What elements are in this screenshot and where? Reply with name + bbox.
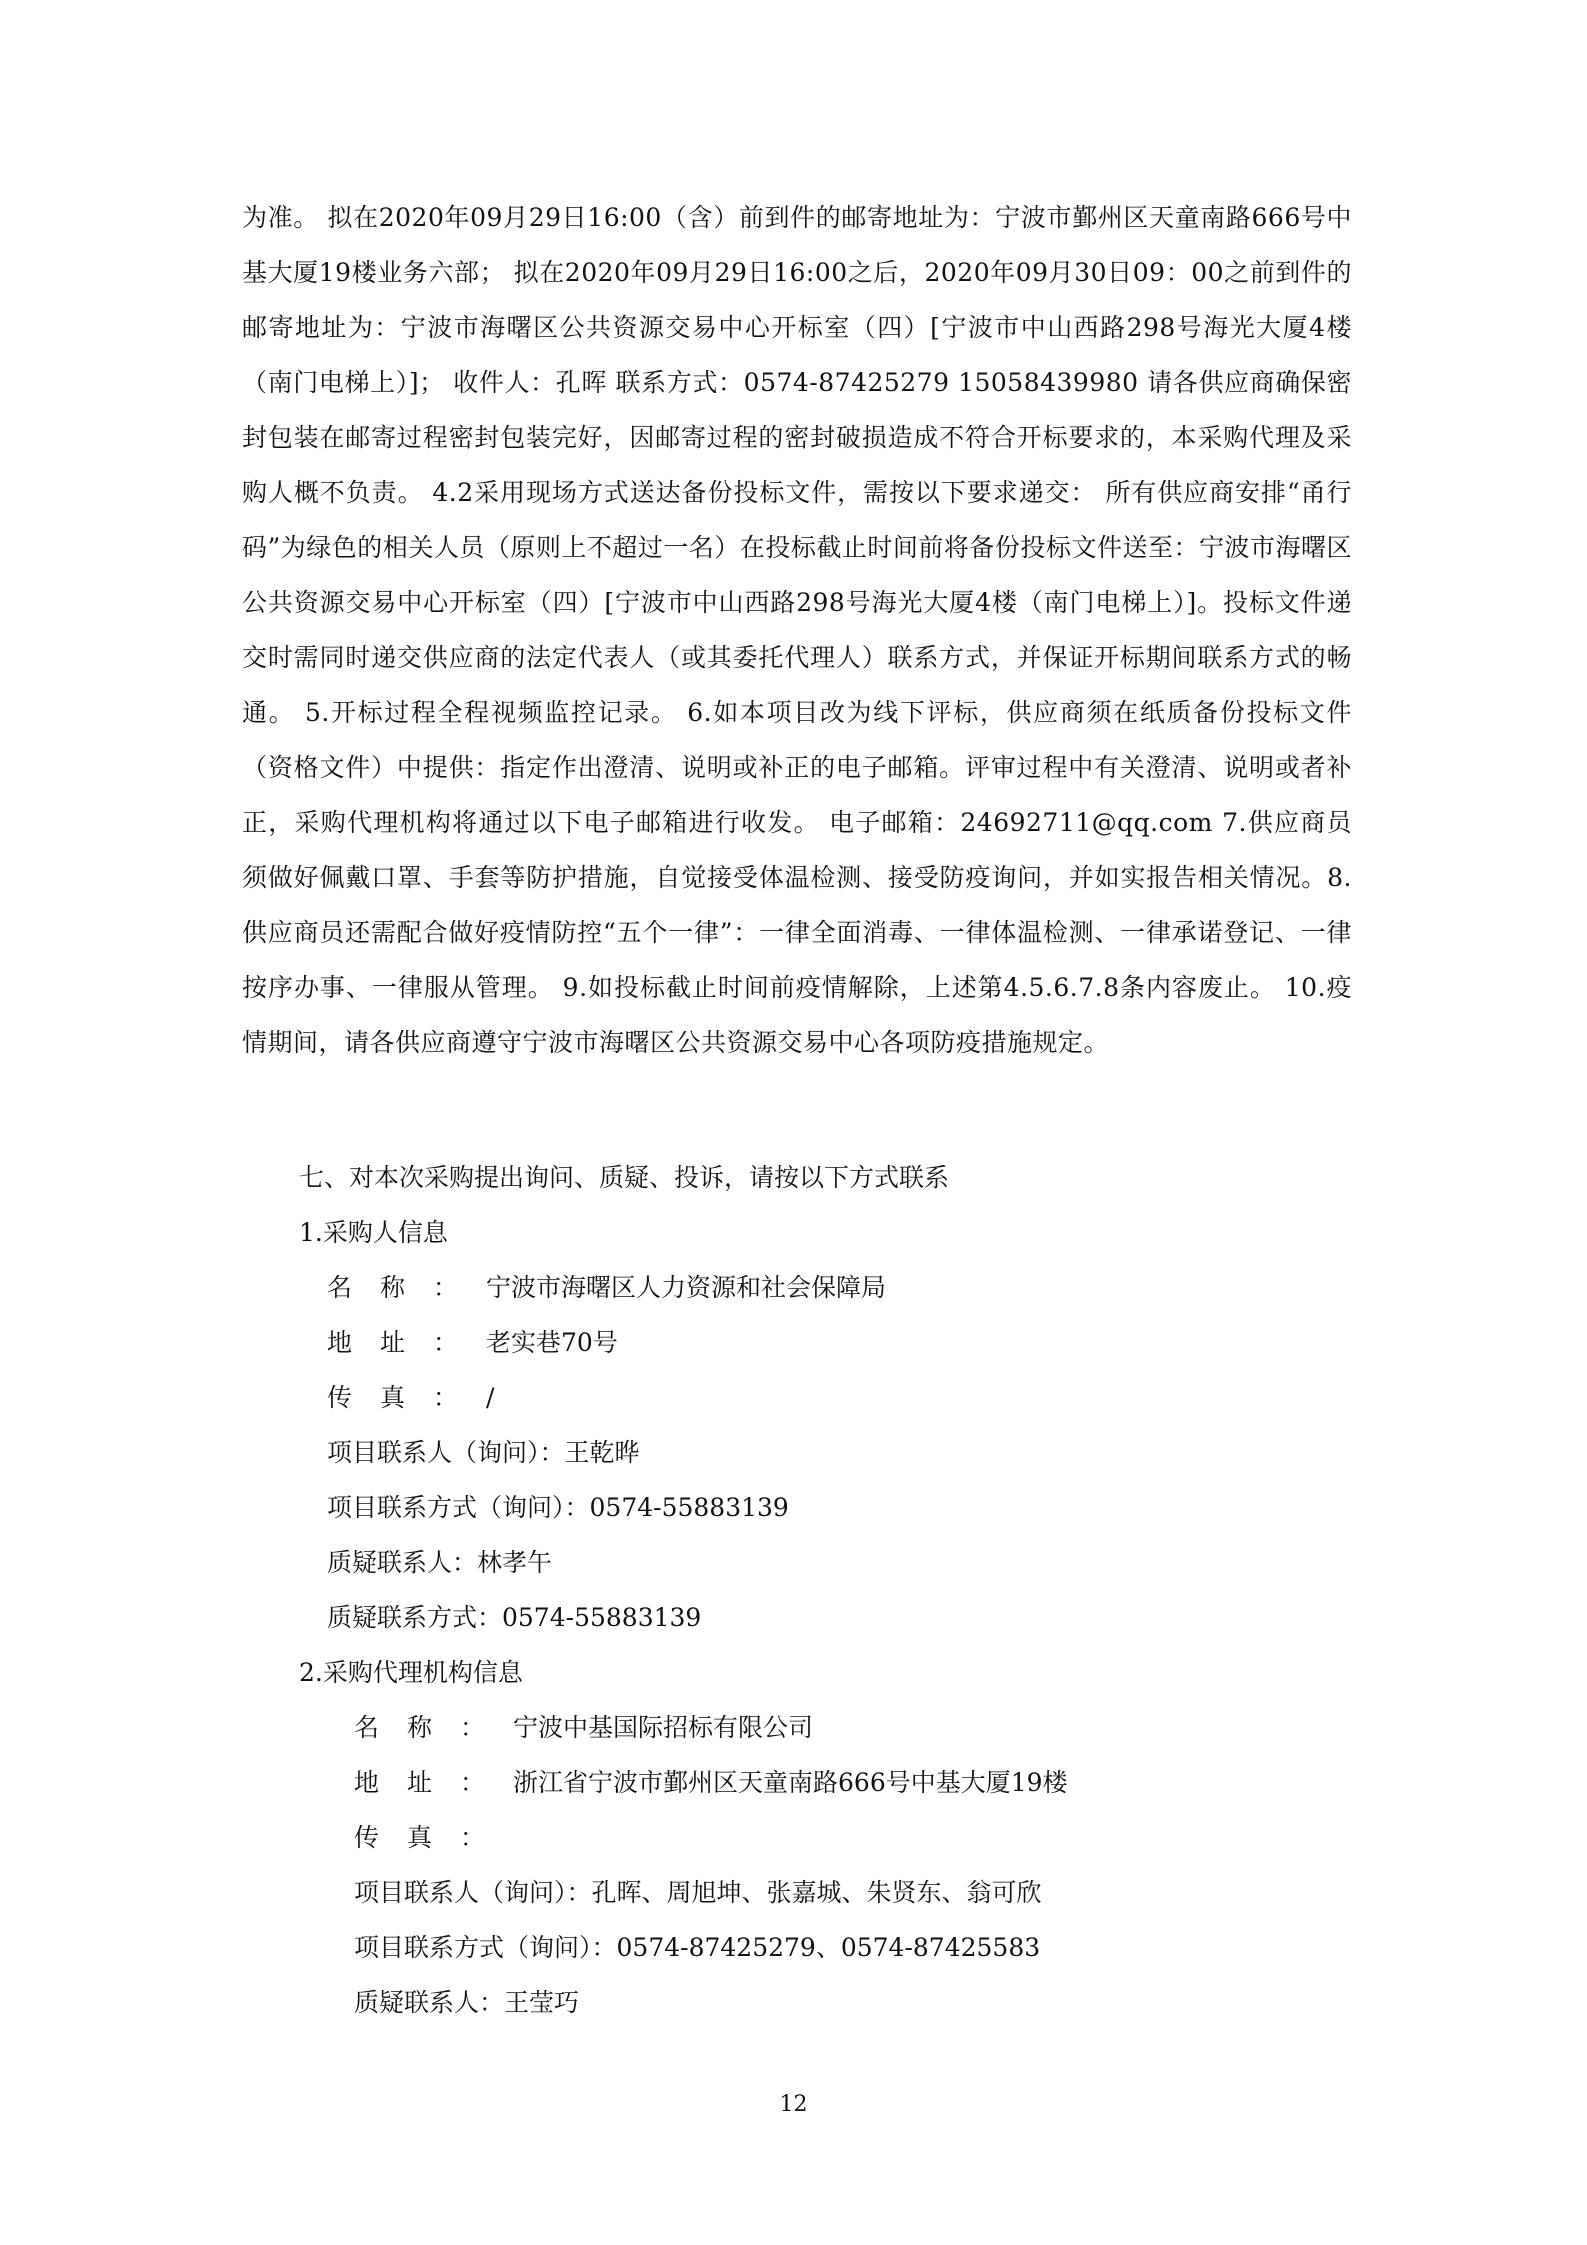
purchaser-name-label: 名称： [327, 1273, 487, 1302]
purchaser-heading: 1.采购人信息 [299, 1218, 448, 1247]
agency-name-value: 宁波中基国际招标有限公司 [513, 1713, 814, 1742]
agency-name-row [242, 1700, 1352, 1755]
agency-address-row [242, 1755, 1352, 1810]
purchaser-name-value: 宁波市海曙区人力资源和社会保障局 [486, 1273, 887, 1302]
purchaser-name-row [242, 1260, 1352, 1315]
agency-name-label: 名称： [354, 1713, 514, 1742]
body-paragraph: 为准。 拟在2020年09月29日16:00（含）前到件的邮寄地址为：宁波市鄞州区天童南路666号中基大厦19楼业务六部； 拟在2020年09月29日16:00之后，2020年09月30日09：00之前到件的邮寄地址为：宁波市海曙区公共资源交易中心开标室（四）[宁波市中山西路298号海光大厦4楼（南门电梯上）]； 收件人：孔晖 联系方式：0574-87425279 15058439980 请各供应商确保密封包装在邮寄过程密封包装完好，因邮寄过程的密封破损造成不符合开标要求的，本采购代理及采购人概不负责。 4.2采用现场方式送达备份投标文件，需按以下要求递交： 所有供应商安排“甬行码”为绿色的相关人员（原则上不超过一名）在投标截止时间前将备份投标文件送至：宁波市海曙区公共资源交易中心开标室（四）[宁波市中山西路298号海光大厦4楼（南门电梯上）]。投标文件递交时需同时递交供应商的法定代表人（或其委托代理人）联系方式，并保证开标期间联系方式的畅通。 5.开标过程全程视频监控记录。 6.如本项目改为线下评标，供应商须在纸质备份投标文件（资格文件）中提供：指定作出澄清、说明或补正的电子邮箱。评审过程中有关澄清、说明或者补正，采购代理机构将通过以下电子邮箱进行收发。 电子邮箱：24692711@qq.com 7.供应商员须做好佩戴口罩、手套等防护措施，自觉接受体温检测、接受防疫询问，并如实报告相关情况。8.供应商员还需配合做好疫情防控“五个一律”：一律全面消毒、一律体温检测、一律承诺登记、一律按序办事、一律服从管理。 9.如投标截止时间前疫情解除，上述第4.5.6.7.8条内容废止。 10.疫情期间，请各供应商遵守宁波市海曙区公共资源交易中心各项防疫措施规定。 [242, 203, 1352, 1057]
purchaser-address-label: 地址： [327, 1328, 487, 1357]
purchaser-address-value: 老实巷70号 [486, 1328, 618, 1357]
purchaser-address-row [242, 1315, 1352, 1370]
purchaser-fax-value: / [486, 1383, 495, 1412]
agency-contact-method: 项目联系方式（询问）：0574-87425279、0574-87425583 [354, 1933, 1041, 1962]
agency-address-value: 浙江省宁波市鄞州区天童南路666号中基大厦19楼 [513, 1768, 1068, 1797]
purchaser-challenge-person: 质疑联系人：林孝午 [327, 1548, 553, 1577]
page-number: 12 [779, 2092, 808, 2117]
agency-fax-row [242, 1810, 1352, 1865]
agency-heading: 2.采购代理机构信息 [299, 1658, 523, 1687]
section-7-heading: 七、对本次采购提出询问、质疑、投诉，请按以下方式联系 [299, 1163, 950, 1192]
purchaser-challenge-method: 质疑联系方式：0574-55883139 [327, 1603, 702, 1632]
agency-contact-person: 项目联系人（询问）：孔晖、周旭坤、张嘉城、朱贤东、翁可欣 [354, 1878, 1042, 1907]
agency-address-label: 地址： [354, 1768, 514, 1797]
purchaser-fax-row [242, 1370, 1352, 1425]
agency-challenge-person: 质疑联系人：王莹巧 [354, 1988, 580, 2017]
contact-section [242, 1150, 1352, 2030]
purchaser-contact-person: 项目联系人（询问）：王乾晔 [327, 1438, 640, 1467]
purchaser-fax-label: 传真： [327, 1383, 487, 1412]
agency-fax-label: 传真： [354, 1823, 514, 1852]
purchaser-contact-method: 项目联系方式（询问）：0574-55883139 [327, 1493, 789, 1522]
